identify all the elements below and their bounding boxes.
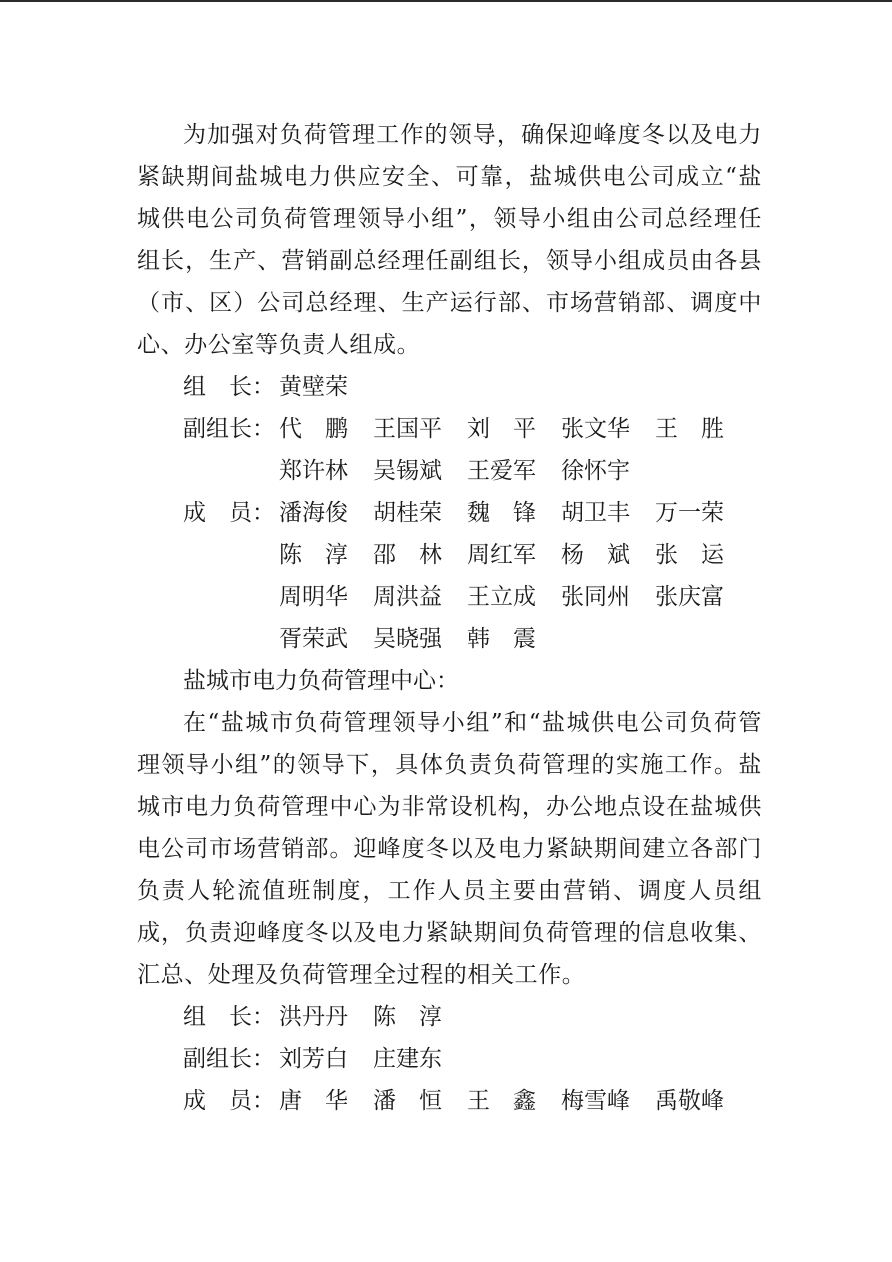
person-name: 张同州 <box>561 584 630 610</box>
person-name: 黄壁荣 <box>279 374 348 400</box>
person-name: 洪丹丹 <box>279 1004 348 1030</box>
document-body <box>137 114 762 1122</box>
person-name: 胡卫丰 <box>561 500 630 526</box>
person-name: 周洪益 <box>373 584 442 610</box>
group1-deputy-names <box>279 408 749 492</box>
group2-deputy-role: 副组长： <box>183 1046 275 1072</box>
person-name: 张庆富 <box>655 584 724 610</box>
group1-leader-row <box>137 366 762 408</box>
person-name: 陈 淳 <box>279 542 348 568</box>
group2-deputy-row <box>137 1038 762 1080</box>
group2-leader-names <box>279 996 749 1038</box>
group1-member-names <box>279 492 749 660</box>
person-name: 梅雪峰 <box>561 1088 630 1114</box>
person-name: 吴晓强 <box>373 626 442 652</box>
person-name: 王 胜 <box>655 416 724 442</box>
person-name: 郑许林 <box>279 458 348 484</box>
person-name: 万一荣 <box>655 500 724 526</box>
person-name: 陈 淳 <box>373 1004 442 1030</box>
person-name: 刘 平 <box>467 416 536 442</box>
intro-paragraph: 为加强对负荷管理工作的领导，确保迎峰度冬以及电力紧缺期间盐城电力供应安全、可靠，盐城供电公司成立“盐城供电公司负荷管理领导小组”，领导小组由公司总经理任组长，生产、营销副总经理任副组长，领导小组成员由各县（市、区）公司总经理、生产运行部、市场营销部、调度中心、办公室等负责人组成。 <box>137 122 762 358</box>
group2-member-names <box>279 1080 749 1122</box>
group1-leader-names <box>279 366 749 408</box>
person-name: 周明华 <box>279 584 348 610</box>
person-name: 唐 华 <box>279 1088 348 1114</box>
group1-member-role: 成 员： <box>183 500 275 526</box>
person-name: 张 运 <box>655 542 724 568</box>
person-name: 禹敬峰 <box>655 1088 724 1114</box>
person-name: 王立成 <box>467 584 536 610</box>
person-name: 王 鑫 <box>467 1088 536 1114</box>
person-name: 周红军 <box>467 542 536 568</box>
group1-member-row <box>137 492 762 660</box>
group2-member-role: 成 员： <box>183 1088 275 1114</box>
person-name: 徐怀宇 <box>561 458 630 484</box>
person-name: 王爱军 <box>467 458 536 484</box>
person-name: 胥荣武 <box>279 626 348 652</box>
person-name: 邵 林 <box>373 542 442 568</box>
person-name: 刘芳白 <box>279 1046 348 1072</box>
person-name: 潘 恒 <box>373 1088 442 1114</box>
group2-deputy-names <box>279 1038 749 1080</box>
group2-leader-row <box>137 996 762 1038</box>
person-name: 潘海俊 <box>279 500 348 526</box>
center-heading: 盐城市电力负荷管理中心： <box>183 668 459 694</box>
group1-deputy-row <box>137 408 762 492</box>
person-name: 胡桂荣 <box>373 500 442 526</box>
person-name: 庄建东 <box>373 1046 442 1072</box>
group2-leader-role: 组 长： <box>183 1004 275 1030</box>
person-name: 代 鹏 <box>279 416 348 442</box>
center-paragraph: 在“盐城市负荷管理领导小组”和“盐城供电公司负荷管理领导小组”的领导下，具体负责负荷管理的实施工作。盐城市电力负荷管理中心为非常设机构，办公地点设在盐城供电公司市场营销部。迎峰度冬以及电力紧缺期间建立各部门负责人轮流值班制度，工作人员主要由营销、调度人员组成，负责迎峰度冬以及电力紧缺期间负荷管理的信息收集、汇总、处理及负荷管理全过程的相关工作。 <box>137 710 762 988</box>
person-name: 王国平 <box>373 416 442 442</box>
person-name: 张文华 <box>561 416 630 442</box>
person-name: 杨 斌 <box>561 542 630 568</box>
person-name: 吴锡斌 <box>373 458 442 484</box>
person-name: 韩 震 <box>467 626 536 652</box>
group1-deputy-role: 副组长： <box>183 416 275 442</box>
group1-leader-role: 组 长： <box>183 374 275 400</box>
person-name: 魏 锋 <box>467 500 536 526</box>
group2-member-row <box>137 1080 762 1122</box>
